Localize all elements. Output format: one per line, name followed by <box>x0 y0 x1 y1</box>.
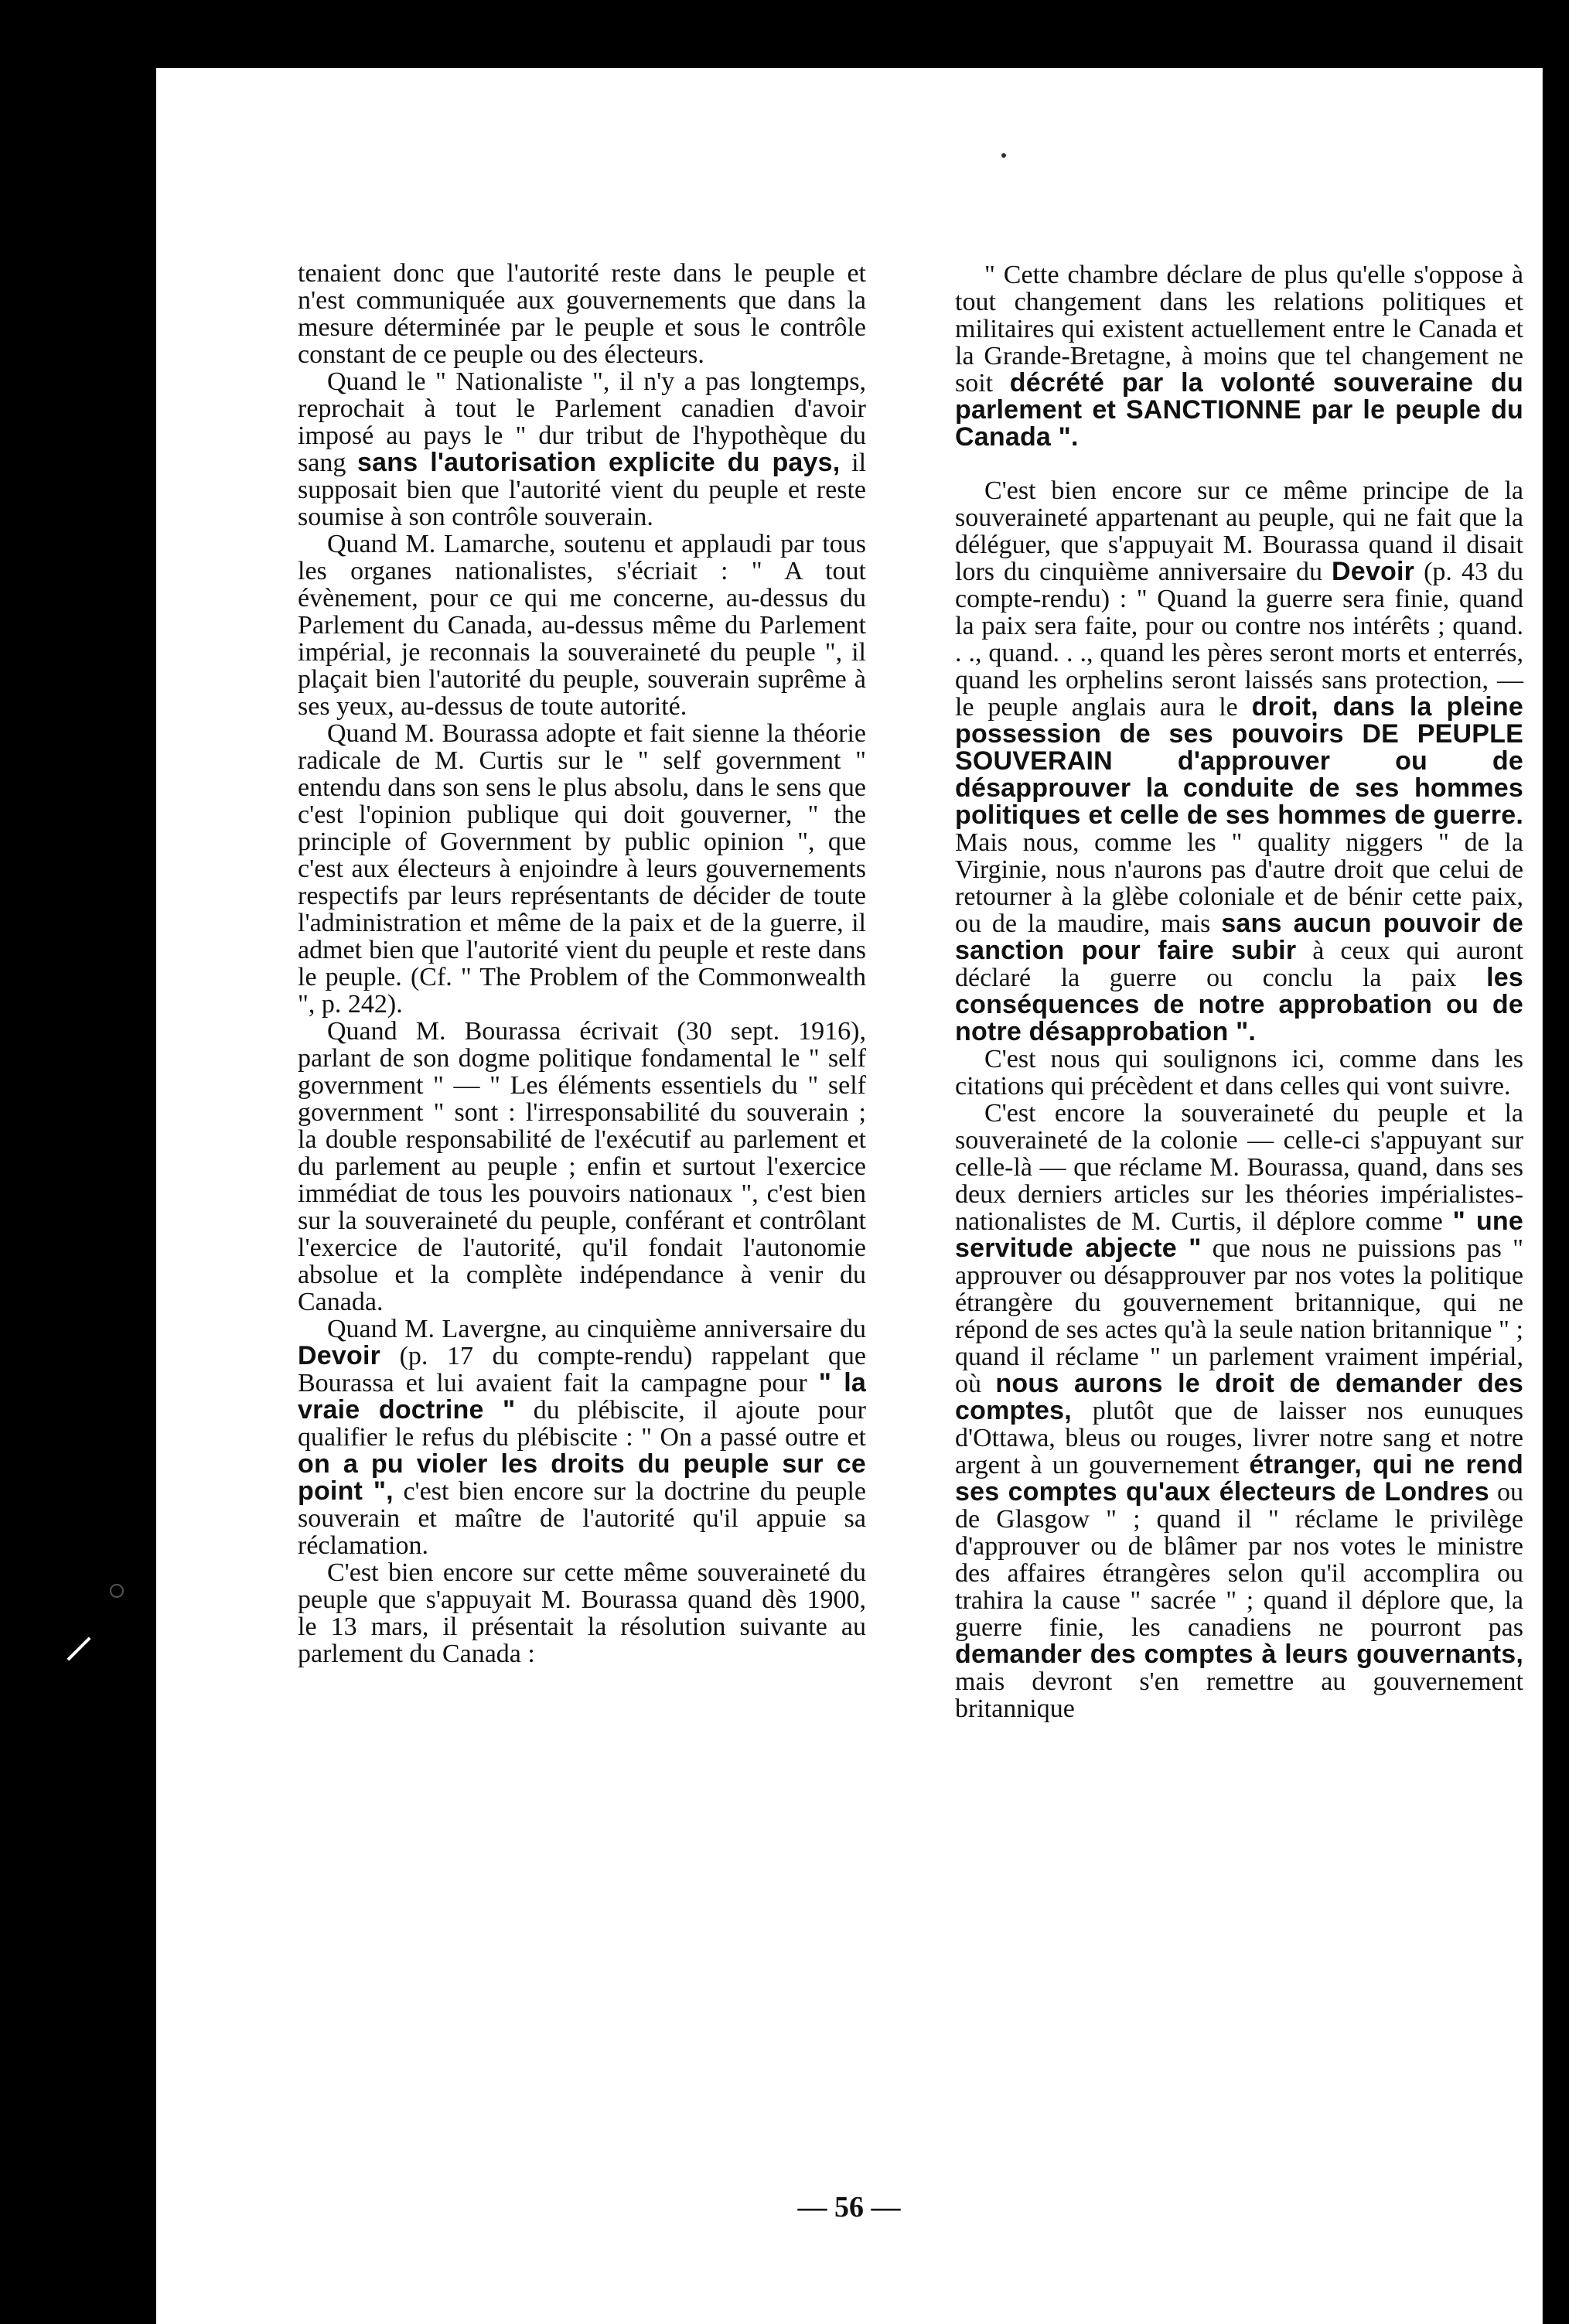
text-run: Quand M. Lavergne, au cinquième anniversaire du <box>327 1315 866 1343</box>
bold-run: demander des comptes à leurs gouvernants, <box>955 1640 1523 1669</box>
paragraph <box>298 1316 866 1559</box>
text-run: C'est nous qui soulignons ici, comme dans les citations qui précèdent et dans celles qui vont suivre. <box>955 1045 1523 1101</box>
bold-run: Devoir <box>298 1341 381 1370</box>
paragraph <box>298 1018 866 1316</box>
text-run: (p. 17 du compte-rendu) rappelant que Bourassa et lui avaient fait la campagne pour <box>298 1342 866 1397</box>
paragraph <box>955 1046 1523 1100</box>
scan-smudge <box>110 1584 124 1598</box>
bold-run: droit, dans la pleine possession de ses pouvoirs DE PEUPLE SOUVERAIN d'approuver ou de désapprouver la conduite de ses hommes politiques et celle de ses hommes de guerre. <box>955 692 1523 830</box>
text-run: que nous ne puissions pas " approuver ou désapprouver par nos votes la politique étrangère du gouvernement britannique, qui ne répond de ses actes qu'à la seule nation britannique " ; quand il réclame " un parlement vraiment impérial, où <box>955 1234 1523 1398</box>
paragraph <box>298 720 866 1018</box>
text-run: Quand M. Lamarche, soutenu et applaudi par tous les organes nationalistes, s'écriait : " A tout évènement, pour ce qui me concerne, au-dessus du Parlement du Canada, au-dessus même du Parlement impérial, je reconnais la souveraineté du peuple ", il plaçait bien l'autorité du peuple, souverain suprême à ses yeux, au-dessus de toute autorité. <box>298 530 866 721</box>
bold-run: nous aurons le droit de demander des comptes, <box>955 1369 1524 1425</box>
paragraph <box>955 1100 1523 1722</box>
text-run: C'est encore la souveraineté du peuple et la souveraineté de la colonie — celle-ci s'appuyant sur celle-là — que réclame M. Bourassa, quand, dans ses deux derniers articles sur les théories impérialistes-nationalistes de M. Curtis, il déplore comme <box>955 1099 1523 1236</box>
paragraph <box>298 1559 866 1667</box>
text-run: " Cette chambre déclare de plus qu'elle s'oppose à tout changement dans les relations politiques et militaires qui existent actuellement entre le Canada et la Grande-Bretagne, à moins que tel changement ne soit <box>955 261 1523 398</box>
text-run: mais devront s'en remettre au gouvernement britannique <box>955 1667 1523 1723</box>
right-column <box>955 261 1523 1722</box>
text-run: C'est bien encore sur cette même souveraineté du peuple que s'appuyait M. Bourassa quand dès 1900, le 13 mars, il présentait la résolution suivante au parlement du Canada : <box>298 1558 866 1668</box>
text-run: c'est bien encore sur la doctrine du peuple souverain et maître de l'autorité qu'il appuie sa réclamation. <box>298 1477 867 1560</box>
bold-run: décrété par la volonté souveraine du parlement et SANCTIONNE par le peuple du Canada ". <box>955 368 1523 452</box>
paragraph <box>298 260 866 368</box>
bold-run: les conséquences de notre approbation ou de notre désapprobation ". <box>955 963 1523 1046</box>
bold-run: sans aucun pouvoir de sanction pour faire subir <box>955 909 1523 965</box>
text-run: il supposait bien que l'autorité vient du peuple et reste soumise à son contrôle souverain. <box>298 449 867 531</box>
bold-run: " une servitude abjecte " <box>955 1206 1523 1263</box>
text-run: plutôt que de laisser nos eunuques d'Ottawa, bleus ou rouges, livrer notre sang et notre argent à un gouvernement <box>955 1397 1524 1479</box>
left-column <box>298 260 866 1667</box>
text-run: (p. 43 du compte-rendu) : " Quand la guerre sera finie, quand la paix sera faite, pour ou contre nos intérêts ; quand. . ., quand. . ., quand les pères seront morts et enterrés, quand les orphelins seront laissés sans protection, — le peuple anglais aura le <box>955 558 1524 722</box>
text-run: Quand le " Nationaliste ", il n'y a pas longtemps, reprochait à tout le Parlement canadien d'avoir imposé au pays le " dur tribut de l'hypothèque du sang <box>298 367 866 477</box>
text-run: ou de Glasgow " ; quand il " réclame le privilège d'approuver ou de blâmer par nos votes le ministre des affaires étrangères selon qu'il accomplira ou trahira la cause " sacrée " ; quand il déplore que, la guerre finie, les canadiens ne pourront pas <box>955 1478 1524 1642</box>
page-number: — 56 — <box>797 2191 901 2223</box>
paragraph <box>955 261 1523 451</box>
paragraph <box>955 477 1523 1046</box>
scan-scratch <box>67 1636 90 1660</box>
text-run: tenaient donc que l'autorité reste dans le peuple et n'est communiquée aux gouvernements que dans la mesure déterminée par le peuple et sous le contrôle constant de ce peuple ou des électeurs. <box>298 259 866 369</box>
paragraph <box>298 531 866 720</box>
bold-run: sans l'autorisation explicite du pays, <box>357 448 841 477</box>
text-run: à ceux qui auront déclaré la guerre ou conclu la paix <box>955 937 1524 992</box>
bold-run: Devoir <box>1332 557 1415 586</box>
text-run: du plébiscite, il ajoute pour qualifier le refus du plébiscite : " On a passé outre et <box>298 1396 867 1452</box>
text-run: C'est bien encore sur ce même principe de la souveraineté appartenant au peuple, qui ne fait que la déléguer, que s'appuyait M. Bourassa quand il disait lors du cinquième anniversaire du <box>955 476 1523 586</box>
bold-run: on a pu violer les droits du peuple sur ce point ", <box>298 1449 866 1506</box>
paragraph <box>298 368 866 531</box>
text-run: Mais nous, comme les " quality niggers " de la Virginie, nous n'aurons pas d'autre droit que celui de retourner à la glèbe coloniale et de bénir cette paix, ou de la maudire, mais <box>955 828 1523 938</box>
text-run: Quand M. Bourassa adopte et fait sienne la théorie radicale de M. Curtis sur le " self government " entendu dans son sens le plus absolu, dans le sens que c'est l'opinion publique qui doit gouverner, " the principle of Government by public opinion ", que c'est aux électeurs à enjoindre à leurs gouvernements respectifs par leurs représentants de décider de toute l'administration et même de la paix et de la guerre, il admet bien que l'autorité vient du peuple et reste dans le peuple. (Cf. " The Problem of the Commonwealth ", p. 242). <box>298 719 866 1019</box>
text-run: Quand M. Bourassa écrivait (30 sept. 1916), parlant de son dogme politique fondamental le " self government " — " Les éléments essentiels du " self government " sont : l'irresponsabilité du souverain ; la double responsabilité de l'exécutif au parlement et du parlement au peuple ; enfin et surtout l'exercice immédiat de tous les pouvoirs nationaux ", c'est bien sur la souveraineté du peuple, conférant et contrôlant l'exercice de l'autorité, qu'il fondait l'autonomie absolue et la complète indépendance à venir du Canada. <box>298 1017 866 1316</box>
bold-run: " la vraie doctrine " <box>298 1368 866 1425</box>
bold-run: étranger, qui ne rend ses comptes qu'aux électeurs de Londres <box>955 1450 1524 1507</box>
scanned-page <box>156 68 1543 2324</box>
speck <box>1001 153 1006 158</box>
